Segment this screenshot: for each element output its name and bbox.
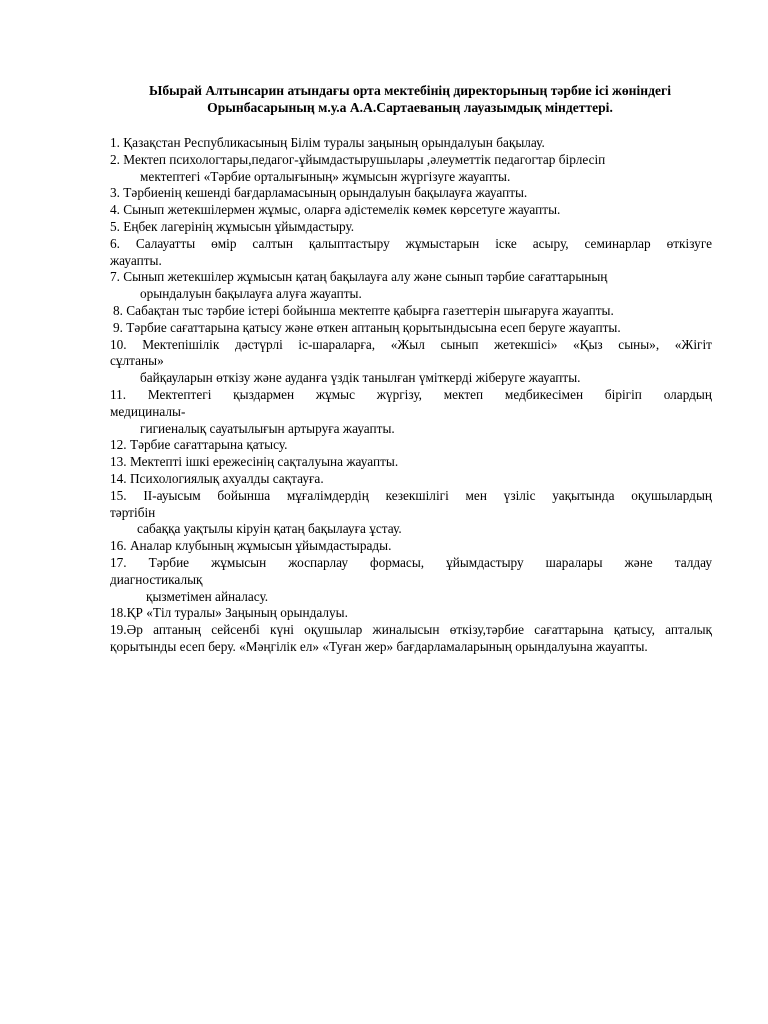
list-item-continuation: мектептегі «Тәрбие орталығының» жұмысын жүргізуге жауапты. (140, 168, 511, 184)
list-item: 1. Қазақстан Республикасының Білім туралы заңының орындалуын бақылау. (110, 135, 545, 150)
list-item: 10. Мектепішілік дәстүрлі іс-шараларға, «Жыл сынып жетекшісі» «Қыз сыны», «Жігіт (110, 336, 712, 352)
list-item: 17. Тәрбие жұмысын жоспарлау формасы, ұйымдастыру шаралары және талдау (110, 554, 712, 570)
list-item: 14. Психологиялық ахуалды сақтауға. (110, 470, 324, 486)
title-line-1: Ыбырай Алтынсарин атындағы орта мектебінің директорының тәрбие ісі жөніндегі (149, 83, 671, 98)
list-item: 4. Сынып жетекшілермен жұмыс, оларға әдістемелік көмек көрсетуге жауапты. (110, 202, 561, 218)
title-line-2: Орынбасарының м.у.а А.А.Сартаеваның лауазымдық міндеттері. (207, 99, 613, 115)
list-item: 6. Салауатты өмір салтын қалыптастыру жұмыстарын іске асыру, семинарлар өткізуге (110, 235, 712, 251)
list-item: 7. Сынып жетекшілер жұмысын қатаң бақылауға алу және сынып тәрбие сағаттарының (110, 269, 608, 285)
list-item: 8. Сабақтан тыс тәрбие істері бойынша мектепте қабырға газеттерін шығаруға жауапты. (113, 302, 614, 318)
list-item-continuation: байқауларын өткізу және ауданға үздік танылған үміткерді жіберуге жауапты. (140, 370, 581, 386)
list-item: 5. Еңбек лагерінің жұмысын ұйымдастыру. (110, 218, 355, 234)
list-item: 19.Әр аптаның сейсенбі күні оқушылар жиналысын өткізу,тәрбие сағаттарына қатысу, апталық қорытынды есеп беру. «Мәңгілік ел» «Туған жер» бағдарламаларының орындалуына жауапты. (110, 622, 712, 654)
list-item: 15. ІІ-ауысым бойынша мұғалімдердің кезекшілігі мен үзіліс уақытында оқушылардың (110, 487, 712, 503)
list-item-continuation: орындалуын бақылауға алуға жауапты. (140, 286, 362, 302)
list-item: 3. Тәрбиенің кешенді бағдарламасының орындалуын бақылауға жауапты. (110, 185, 528, 201)
list-item-continuation: диагностикалық (110, 571, 203, 587)
list-item: 13. Мектепті ішкі ережесінің сақталуына жауапты. (110, 454, 399, 470)
list-item: 18.ҚР «Тіл туралы» Заңының орындалуы. (110, 605, 348, 621)
list-item: 2. Мектеп психологтары,педагог-ұйымдастырушылары ,әлеуметтік педагогтар бірлесіп (110, 151, 606, 167)
list-item-continuation: қызметімен айналасу. (146, 588, 269, 604)
list-item-continuation: жауапты. (110, 252, 162, 268)
list-item-continuation: сабаққа уақтылы кіруін қатаң бақылауға ұстау. (137, 521, 402, 537)
list-item: 12. Тәрбие сағаттарына қатысу. (110, 437, 288, 453)
list-item-continuation: медициналы- (110, 403, 186, 419)
document-title (100, 83, 720, 116)
list-item: 16. Аналар клубының жұмысын ұйымдастырады. (110, 538, 392, 554)
list-item-continuation: тәртібін (110, 504, 156, 520)
list-item-continuation: сұлтаны» (110, 353, 164, 369)
list-item: 9. Тәрбие сағаттарына қатысу және өткен аптаның қорытындысына есеп беруге жауапты. (113, 319, 621, 335)
duties-list (110, 135, 712, 656)
list-item-continuation: гигиеналық сауатылығын артыруға жауапты. (140, 420, 395, 436)
list-item: 11. Мектептегі қыздармен жұмыс жүргізу, мектеп медбикесімен бірігіп олардың (110, 386, 712, 402)
